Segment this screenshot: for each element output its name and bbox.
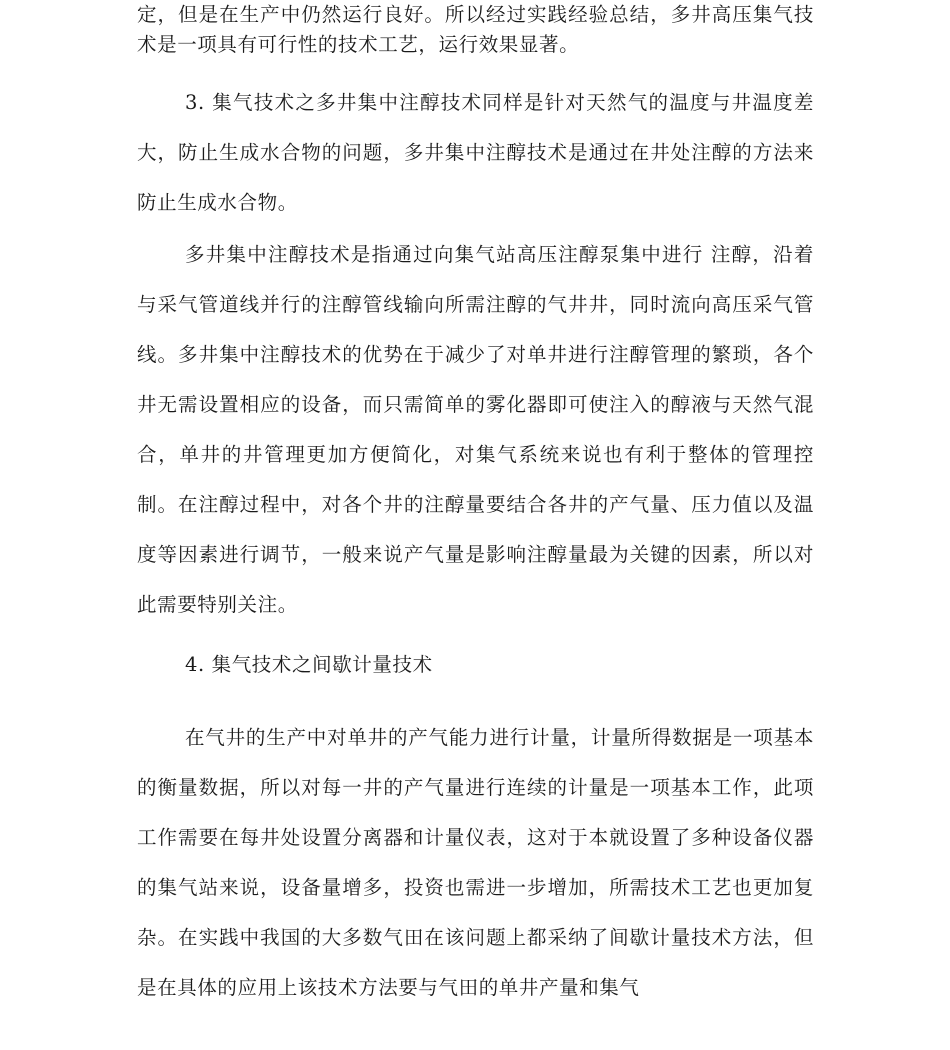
paragraph-continuation: 定，但是在生产中仍然运行良好。所以经过实践经验总结，多井高压集气技术是一项具有可行性的技术工艺，运行效果显著。	[137, 3, 814, 56]
paragraph-section-3: 3. 集气技术之多井集中注醇技术同样是针对天然气的温度与井温度差大，防止生成水合物的问题，多井集中注醇技术是通过在井处注醇的方法来防止生成水合物。	[137, 91, 814, 214]
section-heading-4: 4. 集气技术之间歇计量技术	[185, 653, 433, 676]
paragraph-intermittent-metering: 在气井的生产中对单井的产气能力进行计量，计量所得数据是一项基本的衡量数据，所以对每一井的产气量进行连续的计量是一项基本工作，此项工作需要在每井处设置分离器和计量仪表，这对于本就设置了多种设备仪器的集气站来说，设备量增多，投资也需进一步增加，所需技术工艺也更加复杂。在实践中我国的大多数气田在该问题上都采纳了间歇计量技术方法，但是在具体的应用上该技术方法要与气田的单井产量和集气	[137, 726, 814, 999]
paragraph-methanol-injection: 多井集中注醇技术是指通过向集气站高压注醇泵集中进行 注醇，沿着与采气管道线并行的注醇管线输向所需注醇的气井井，同时流向高压采气管线。多井集中注醇技术的优势在于减少了对单井进行注醇管理的繁琐，各个井无需设置相应的设备，而只需简单的雾化器即可使注入的醇液与天然气混合，单井的井管理更加方便简化，对集气系统来说也有利于整体的管理控制。在注醇过程中，对各个井的注醇量要结合各井的产气量、压力值以及温度等因素进行调节，一般来说产气量是影响注醇量最为关键的因素，所以对此需要特别关注。	[137, 243, 814, 616]
